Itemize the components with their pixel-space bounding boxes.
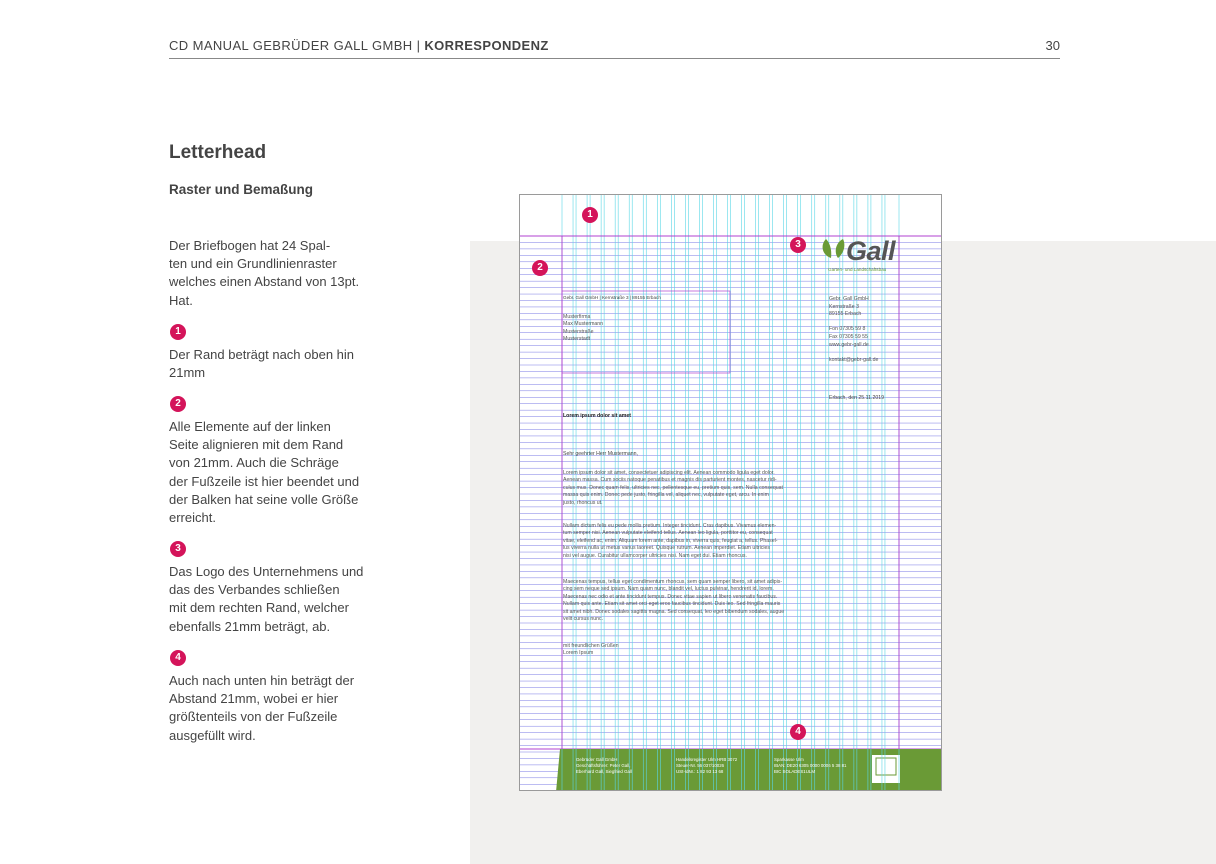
item-text-4: Auch nach unten hin beträgt der Abstand 21mm, wobei er hier größtenteils von der Fußzeile ausgefüllt wird. <box>169 673 355 743</box>
company-info: Gebr. Gall GmbH Kernstraße 3 89155 Erbach Fon 07305 59 8 Fax 07305 59 55 www.gebr-gall.de kontakt@gebr-gall.de <box>829 296 879 363</box>
page-number: 30 <box>1045 38 1060 53</box>
item-text-3: Das Logo des Unternehmens und das des Verbandes schließen mit dem rechten Rand, welcher ebenfalls 21mm beträgt, ab. <box>169 564 364 634</box>
number-badge-2: 2 <box>532 260 548 276</box>
footer-bank: Sparkasse Ulm IBAN: DE20 6305 0000 0006 5 38 81 BIC SOLADES1ULM <box>774 757 847 774</box>
sender-line: Gebr. Gall GmbH | Kernstraße 3 | 89155 Erbach <box>563 295 661 300</box>
recipient-address: Musterfirma Max Mustermann Musterstraße Musterstadt <box>563 314 604 343</box>
item-text-1: Der Rand beträgt nach oben hin 21mm <box>169 347 355 381</box>
number-badge-1: 1 <box>582 207 598 223</box>
number-badge-1: 1 <box>170 324 186 340</box>
company-logo: Gall <box>846 236 896 266</box>
letter-paragraph-1: Lorem ipsum dolor sit amet, consectetuer adipiscing elit. Aenean commodo ligula eget dolor. Aenean massa. Cum sociis natoque penatibus et magnis dis parturient montes, nascetur ridi- culus mus. Donec quam felis, ultricies nec, pellentesque eu, pretium quis, sem. Nulla consequat massa quis enim. Donec pede justo, fringilla vel, aliquet nec, vulputate eget, arcu. In enim justo, rhoncus ut. <box>563 470 784 506</box>
footer-company: Gebrüder Gall GmbH Geschäftsführer: Peter Gall, Eberhard Gall, Siegfried Gall <box>576 757 632 774</box>
header-prefix: CD MANUAL GEBRÜDER GALL GMBH | <box>169 38 425 53</box>
number-badge-4: 4 <box>790 724 806 740</box>
section-title: Letterhead <box>169 142 267 163</box>
header-section: KORRESPONDENZ <box>424 38 549 53</box>
number-badge-2: 2 <box>170 396 186 412</box>
logo-tagline: Garten- und Landschaftsbau <box>828 267 887 272</box>
letter-closing: mit freundlichen Grüßen Lorem Ipsum <box>563 643 619 657</box>
letterhead-preview <box>519 194 942 791</box>
letter-paragraph-2: Nullam dictum felis eu pede mollis pretium. Integer tincidunt. Cras dapibus. Vivamus elemen- tum semper nisi. Aenean vulputate eleifend tellus. Aenean leo ligula, porttitor eu, consequat vitae, eleifend ac, enim. Aliquam lorem ante, dapibus in, viverra quis, feugiat a, tellus. Phasel- lus viverra nulla ut metus varius laoreet. Quisque rutrum. Aenean imperdiet. Etiam ultricies nisi vel augue. Curabitur ullamcorper ultricies nisi. Nam eget dui. Etiam rhoncus. <box>563 523 778 559</box>
intro-text: Der Briefbogen hat 24 Spal- ten und ein Grundlinienraster welches einen Abstand von 13pt. Hat. <box>169 238 360 308</box>
number-badge-3: 3 <box>790 237 806 253</box>
number-badge-4: 4 <box>170 650 186 666</box>
running-header <box>169 38 549 53</box>
item-text-2: Alle Elemente auf der linken Seite alignieren mit dem Rand von 21mm. Auch die Schräge der Fußzeile ist hier beendet und der Balken hat seine volle Größe erreicht. <box>169 419 360 526</box>
letter-paragraph-3: Maecenas tempus, tellus eget condimentum rhoncus, sem quam semper libero, sit amet adipis- cing sem neque sed ipsum. Nam quam nunc, blandit vel, luctus pulvinar, hendrerit id, lorem. Maecenas nec odio et ante tincidunt tempus. Donec vitae sapien ut libero venenatis faucibus. Nullam quis ante. Etiam sit amet orci eget eros faucibus tincidunt. Duis leo. Sed fringilla mauris sit amet nibh. Donec sodales sagittis magna. Sed consequat, leo eget bibendum sodales, augue velit cursus nunc. <box>563 579 785 623</box>
number-badge-3: 3 <box>170 541 186 557</box>
letter-subject: Lorem ipsum dolor sit amet <box>563 413 632 419</box>
header-rule <box>169 58 1060 59</box>
letter-date: Erbach, den 25.11.2019 <box>829 395 884 401</box>
section-subtitle: Raster und Bemaßung <box>169 182 314 197</box>
footer-register: Handelsregister Ulm HRB 3072 Steuer-Nr. 56 037/10026 USt-IdNr.: 1 82 93 13 68 <box>676 757 738 774</box>
letter-salutation: Sehr geehrter Herr Mustermann, <box>563 451 638 457</box>
